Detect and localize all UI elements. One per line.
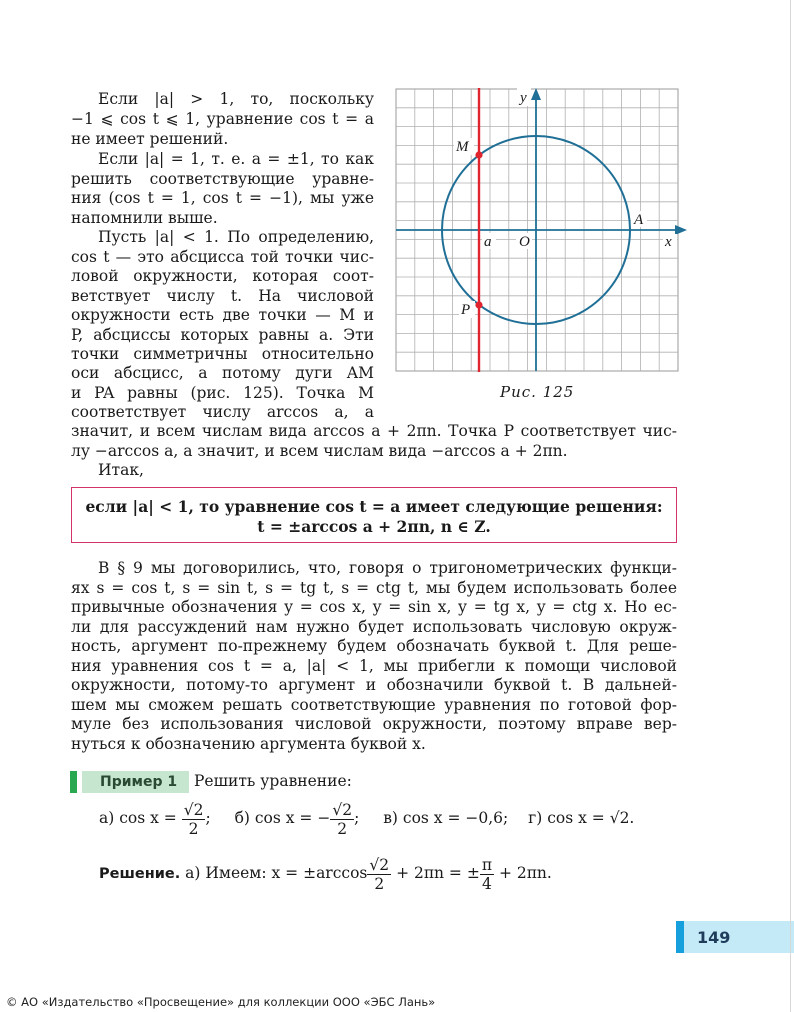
solution-prefix: а) Имеем: x = ±arccos xyxy=(185,864,368,882)
origin-label: O xyxy=(519,234,530,250)
boxed-rule xyxy=(71,487,677,543)
part-a-suffix: ; xyxy=(205,809,211,827)
text-line: значит, и всем числам вида arccos a + 2πn. Точка P соответствует чис- xyxy=(71,422,677,440)
text-line: Если |a| > 1, то, поскольку xyxy=(98,90,374,108)
text-line: ность, аргумент по-прежнему будем обозначать буквой t. Для реше- xyxy=(71,637,677,655)
page-number-tab xyxy=(676,921,794,953)
rule-line-1: если |a| < 1, то уравнение cos t = a имеет следующие решения: xyxy=(85,497,663,516)
point-p-label: P xyxy=(461,302,471,318)
unit-circle-diagram xyxy=(395,88,691,378)
solution-label: Решение. xyxy=(99,866,181,882)
solution-frac1-numerator: √2 xyxy=(369,855,390,874)
text-line: ли для рассуждений нам нужно будет использовать числовую окруж- xyxy=(71,618,677,636)
solution-frac1-denominator: 2 xyxy=(374,874,385,893)
text-line: ветствует числу t. На числовой xyxy=(71,287,374,305)
text-line: не имеет решений. xyxy=(71,130,229,148)
rule-line-2: t = ±arccos a + 2πn, n ∈ Z. xyxy=(257,517,491,536)
point-p xyxy=(475,301,482,308)
y-axis-label: y xyxy=(520,90,527,106)
text-line: муле без использования числовой окружности, поэтому вправе вер- xyxy=(71,715,677,733)
text-line: лу −arccos a, а значит, и всем числам вида −arccos a + 2πn. xyxy=(71,442,568,460)
text-line: −1 ⩽ cos t ⩽ 1, уравнение cos t = a xyxy=(71,110,374,128)
part-a-numerator: √2 xyxy=(183,800,204,819)
text-line: ния (cos t = 1, cos t = −1), мы уже xyxy=(71,189,374,207)
part-a-denominator: 2 xyxy=(188,819,199,838)
y-axis-arrow xyxy=(531,88,541,100)
text-line: P, абсциссы которых равны a. Эти xyxy=(71,326,374,344)
text-line: окружности есть две точки — M и xyxy=(71,306,374,324)
text-line: В § 9 мы договорились, что, говоря о тригонометрических функци- xyxy=(98,559,677,577)
fraction-root2-over-2 xyxy=(182,801,206,838)
fraction-pi-over-4 xyxy=(480,856,494,893)
page-number: 149 xyxy=(697,928,731,947)
part-d: г) cos x = √2. xyxy=(528,809,635,827)
part-a-prefix: а) cos x = xyxy=(99,809,177,827)
text-line: Если |a| = 1, т. е. a = ±1, то как xyxy=(98,150,374,168)
text-line: Пусть |a| < 1. По определению, xyxy=(98,228,374,246)
point-m xyxy=(475,151,482,158)
text-line: ях s = cos t, s = sin t, s = tg t, s = ctg t, мы будем использовать более xyxy=(71,579,677,597)
part-b-numerator: √2 xyxy=(332,800,353,819)
x-axis-label: x xyxy=(665,234,672,250)
page-number-bar xyxy=(676,921,684,953)
text-line: оси абсцисс, а потому дуги AM xyxy=(71,364,374,382)
solution-suffix: + 2πn. xyxy=(498,864,552,882)
unit-circle-figure xyxy=(395,88,691,382)
figure-caption: Рис. 125 xyxy=(500,383,575,401)
solution-frac2-numerator: π xyxy=(481,855,493,874)
text-line: привычные обозначения y = cos x, y = sin x, y = tg x, y = ctg x. Но ес- xyxy=(71,598,677,616)
example-parts xyxy=(99,798,634,838)
example-marker-bar xyxy=(70,771,77,793)
x-axis-arrow xyxy=(675,225,687,235)
example-task: Решить уравнение: xyxy=(194,772,352,790)
text-line: Итак, xyxy=(98,461,144,479)
text-line: решить соответствующие уравне- xyxy=(71,170,374,188)
copyright-notice: © АО «Издательство «Просвещение» для коллекции ООО «ЭБС Лань» xyxy=(6,995,436,1009)
text-line: ловой окружности, которая соот- xyxy=(71,267,374,285)
text-line: ния уравнения cos t = a, |a| < 1, мы прибегли к помощи числовой xyxy=(71,657,677,675)
fraction-root2-over-2 xyxy=(367,856,391,893)
solution-frac2-denominator: 4 xyxy=(482,874,492,893)
part-c: в) cos x = −0,6; xyxy=(383,809,509,827)
text-line: нуться к обозначению аргумента буквой x. xyxy=(71,735,426,753)
text-line: окружности, потому-то аргумент и обозначили буквой t. В дальней- xyxy=(71,676,677,694)
point-a-label: A xyxy=(634,212,644,228)
point-m-label: M xyxy=(456,139,469,155)
text-line: cos t — это абсцисса той точки чис- xyxy=(71,248,374,266)
fraction-root2-over-2 xyxy=(330,801,354,838)
part-b-suffix: ; xyxy=(354,809,360,827)
text-line: и PA равны (рис. 125). Точка M xyxy=(71,384,374,402)
text-line: соответствует числу arccos a, а xyxy=(71,403,374,421)
example-label: Пример 1 xyxy=(82,771,189,793)
part-b-prefix: б) cos x = − xyxy=(234,809,331,827)
page-edge xyxy=(790,0,791,1012)
solution-middle: + 2πn = ± xyxy=(396,864,480,882)
a-label: a xyxy=(484,234,492,250)
text-line: шем мы сможем решать соответствующие уравнения по готовой фор- xyxy=(71,696,677,714)
text-line: точки симметричны относительно xyxy=(71,345,374,363)
solution-line xyxy=(99,853,552,894)
text-line: напомнили выше. xyxy=(71,209,218,227)
part-b-denominator: 2 xyxy=(337,819,348,838)
